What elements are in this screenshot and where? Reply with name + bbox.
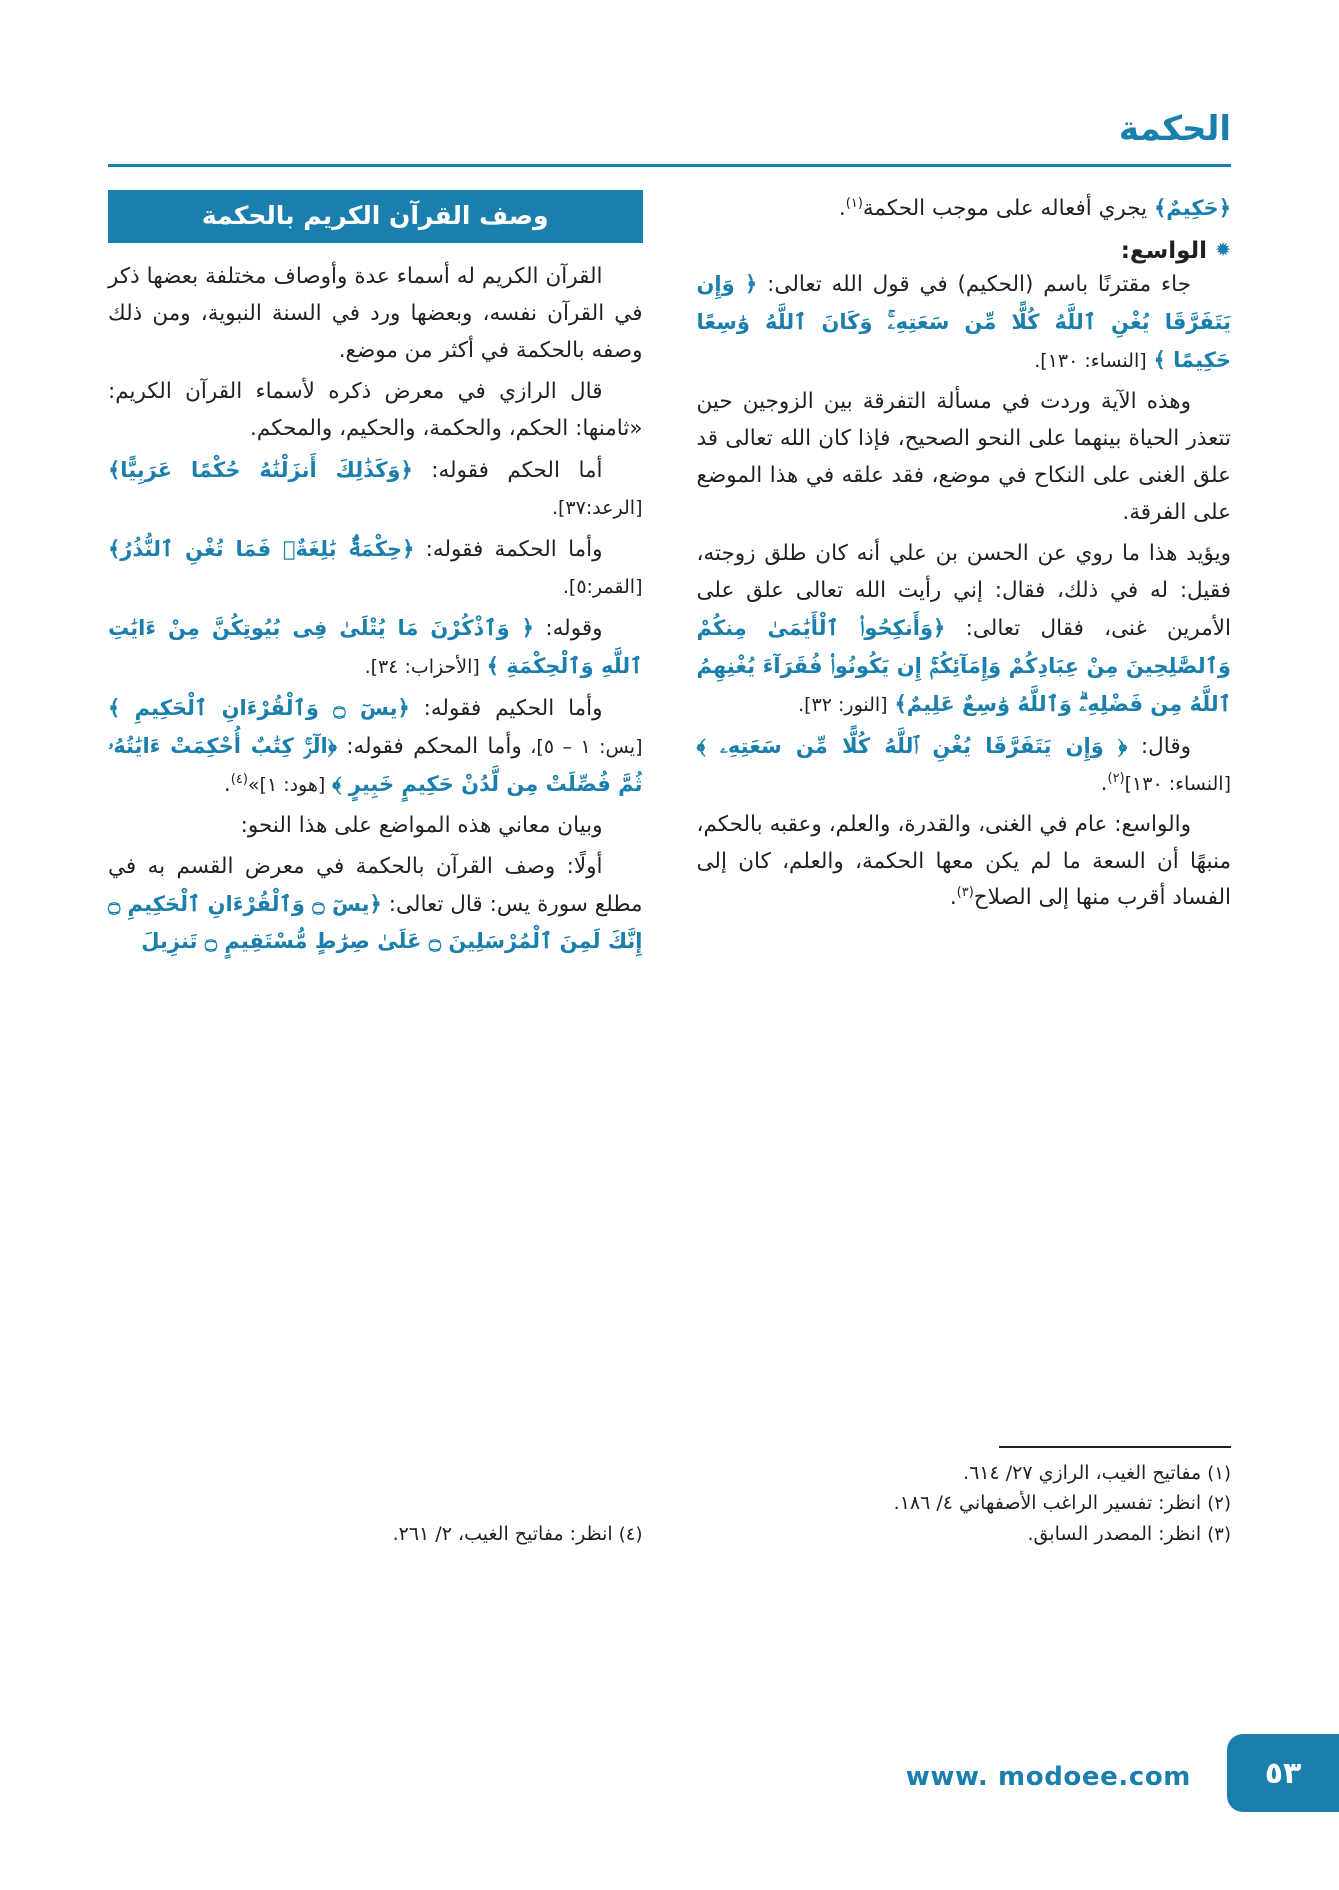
footnote-number: (١) — [1207, 1462, 1231, 1484]
quran-quote-waasi: ﴿ وَإِن يَتَفَرَّقَا يُغْنِ ٱللَّهُ كُلًّا مِّن سَعَتِهِۦۚ وَكَانَ ٱللَّهُ وَٰسِعًا حَكِيمًا ﴾ — [696, 271, 1231, 372]
quran-reference-alr: [هود: ١]» — [247, 773, 326, 796]
text-awwalan: أولًا: وصف القرآن بالحكمة في معرض القسم به في مطلع سورة يس: قال تعالى: — [108, 853, 643, 917]
footnote-text: مفاتيح الغيب، الرازي ٢٧/ ٦١٤. — [963, 1461, 1202, 1484]
paragraph-waqala — [697, 728, 1232, 803]
paragraph-tafriqa: وهذه الآية وردت في مسألة التفرقة بين الزوجين حين تتعذر الحياة بينهما على النحو الصحيح، فإذا كان الله تعالى قد علق الغنى على النكاح في موضع، فقد علقه في هذا الموضع على الفرقة. — [696, 388, 1231, 525]
paragraph-quran-names: القرآن الكريم له أسماء عدة وأوصاف مختلفة بعضها ذكر في القرآن نفسه، وبعضها ورد في السنة النبوية، ومن ذلك وصفه بالحكمة في أكثر من موضع. — [108, 264, 643, 363]
text-waasi-intro: جاء مقترنًا باسم (الحكيم) في قول الله تعالى: — [757, 271, 1191, 297]
star-icon: ✹ — [1215, 239, 1231, 262]
page-title: الحكمة — [1118, 109, 1231, 149]
footnote-text: انظر: تفسير الراغب الأصفهاني ٤/ ١٨٦. — [893, 1492, 1202, 1515]
footnote-marker-4: (٤) — [230, 771, 248, 787]
quran-quote-adhkurna: ﴿ وَٱذْكُرْنَ مَا يُتْلَىٰ فِى بُيُوتِكُنَّ مِنْ ءَايَٰتِ ٱللَّهِ وَٱلْحِكْمَةِ ﴾ — [108, 615, 643, 678]
quran-quote-hukm: ﴿وَكَذَٰلِكَ أَنزَلْنَٰهُ حُكْمًا عَرَبِيًّا﴾ — [108, 457, 413, 482]
text-period-1: . — [838, 196, 846, 221]
quran-quote-hakeem: ﴿حَكِيمٌ﴾ — [1154, 196, 1231, 220]
quran-reference-adhkurna: [الأحزاب: ٣٤]. — [364, 655, 480, 678]
paragraph-hukm — [108, 452, 643, 527]
footnote-divider — [999, 1446, 1231, 1448]
quran-reference-waasi: [النساء: ١٣٠]. — [1034, 349, 1147, 372]
footnotes-left — [108, 1519, 643, 1550]
paragraph-razi: قال الرازي في معرض ذكره لأسماء القرآن الكريم: «ثامنها: الحكم، والحكمة، والحكيم، والمحكم. — [108, 378, 643, 441]
footnotes-right — [696, 1446, 1231, 1550]
text-hikma: وأما الحكمة فقوله: — [414, 536, 603, 562]
quran-quote-hikma: ﴿حِكْمَةٌۢ بَٰلِغَةٌۖ فَمَا تُغْنِ ٱلنُّذُرُ﴾ — [108, 536, 415, 561]
page-number-badge: ٥٣ — [1227, 1734, 1339, 1812]
heading-al-waasi-label: الواسع: — [1120, 237, 1208, 264]
paragraph-waasi-intro — [697, 266, 1232, 380]
paragraph-hikma — [108, 531, 643, 606]
quran-quote-waqala: ﴿ وَإِن يَتَفَرَّقَا يُغْنِ ٱللَّهُ كُلًّا مِّن سَعَتِهِۦ ﴾ — [696, 733, 1128, 758]
header-divider — [108, 164, 1231, 167]
text-muhkam-intro: وأما المحكم فقوله: — [336, 733, 522, 759]
text-hasan: ويؤيد هذا ما روي عن الحسن بن علي أنه كان طلق زوجته، فقيل: له في ذلك، فقال: إني رأيت الله تعالى علق على الأمرين غنى، فقال تعالى: — [696, 540, 1231, 641]
footnote-item — [696, 1458, 1231, 1489]
footnote-item — [696, 1519, 1231, 1550]
quran-reference-yaseen: [يس: ١ – ٥]، — [521, 735, 643, 758]
quran-quote-ankihu: ﴿وَأَنكِحُوا۟ ٱلْأَيَٰمَىٰ مِنكُمْ وَٱلصَّٰلِحِينَ مِنْ عِبَادِكُمْ وَإِمَآئِكُمْۚ إِن يَكُونُوا۟ فُقَرَآءَ يُغْنِهِمُ ٱللَّهُ مِن فَضْلِهِۦۗ وَٱللَّهُ وَٰسِعٌ عَلِيمٌ﴾ — [696, 615, 1231, 716]
footnote-number: (٢) — [1207, 1493, 1231, 1515]
footnote-text: انظر: مفاتيح الغيب، ٢/ ٢٦١. — [392, 1523, 613, 1546]
footnote-text: انظر: المصدر السابق. — [1027, 1523, 1202, 1546]
quran-quote-yaseen-full: ﴿يسٓ ۝ وَٱلْقُرْءَانِ ٱلْحَكِيمِ ۝ إِنَّكَ لَمِنَ ٱلْمُرْسَلِينَ ۝ عَلَىٰ صِرَٰطٍ مُّسْتَقِيمٍ ۝ تَنزِيلَ — [108, 891, 643, 954]
quran-reference-ankihu: [النور: ٣٢]. — [798, 693, 888, 716]
site-url[interactable]: www. modoee.com — [905, 1762, 1191, 1792]
section-heading: وصف القرآن الكريم بالحكمة — [108, 190, 643, 243]
quran-reference-waqala: [النساء: ١٣٠] — [1124, 772, 1231, 795]
footnote-marker-3: (٣) — [956, 885, 974, 901]
text-hakeem-intro: وأما الحكيم فقوله: — [409, 695, 603, 721]
paragraph-awwalan — [108, 849, 643, 962]
page-header — [111, 109, 1231, 168]
text-hakeem-explanation: يجري أفعاله على موجب الحكمة — [862, 196, 1154, 221]
text-period-4: . — [223, 771, 231, 797]
paragraph-summary — [697, 807, 1232, 918]
paragraph-bayan: وبيان معاني هذه المواضع على هذا النحو: — [240, 812, 603, 838]
footnote-number: (٣) — [1207, 1524, 1231, 1546]
footnote-marker-1: (١) — [845, 195, 863, 211]
paragraph-hakeem-muhkam — [108, 690, 643, 804]
text-summary: والواسع: عام في الغنى، والقدرة، والعلم، وعقبه بالحكم، منبهًا أن السعة ما لم يكن معها الحكمة، والعلم، كان إلى الفساد أقرب منها إلى الصلاح — [696, 811, 1231, 911]
footnote-item — [108, 1519, 643, 1550]
heading-al-waasi — [697, 238, 1232, 264]
quran-reference-hikma: [القمر:٥]. — [562, 575, 643, 598]
right-column — [697, 190, 1232, 1550]
footnote-number: (٤) — [618, 1524, 643, 1546]
text-wa-qawluhu: وقوله: — [533, 615, 603, 641]
quran-quote-yaseen: ﴿يسٓ ۝ وَٱلْقُرْءَانِ ٱلْحَكِيمِ ﴾ — [108, 695, 410, 720]
text-waqala: وقال: — [1127, 733, 1191, 759]
footnote-marker-2: (٢) — [1107, 770, 1125, 786]
left-column — [108, 190, 643, 1550]
footnote-item — [696, 1488, 1231, 1519]
paragraph-hasan — [697, 536, 1232, 724]
page-footer — [0, 1734, 1339, 1812]
paragraph-hakeem — [697, 190, 1232, 228]
quran-quote-alr: ﴿الٓرۚ كِتَٰبٌ أُحْكِمَتْ ءَايَٰتُهُۥ ثُمَّ فُصِّلَتْ مِن لَّدُنْ حَكِيمٍ خَبِيرٍ ﴾ — [108, 733, 643, 796]
text-period-3: . — [949, 885, 957, 911]
text-hukm: أما الحكم فقوله: — [412, 457, 603, 483]
text-period-2: . — [1100, 770, 1108, 796]
quran-reference-hukm: [الرعد:٣٧]. — [551, 496, 643, 519]
page-body — [108, 190, 1231, 1550]
paragraph-wa-qawluhu — [108, 610, 643, 686]
